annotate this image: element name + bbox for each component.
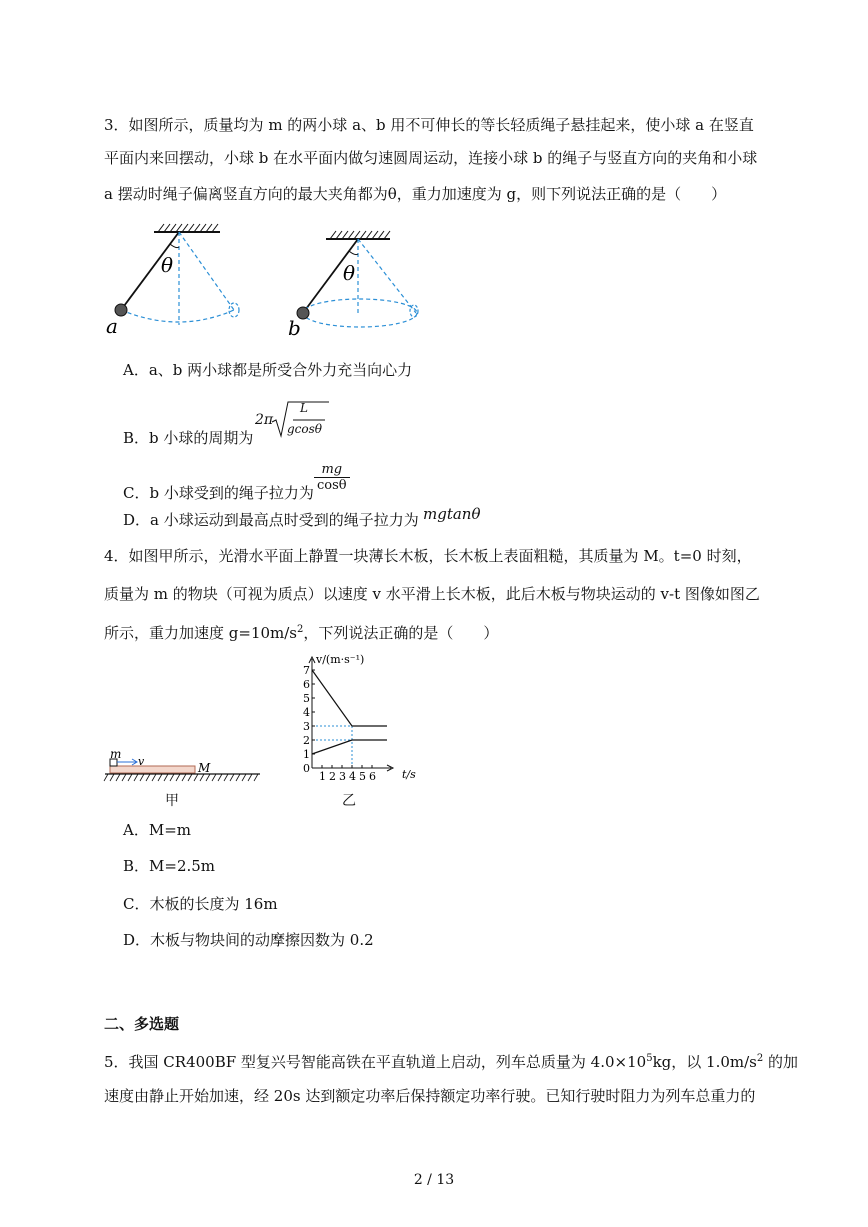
y-tick-label: 6 bbox=[303, 678, 310, 691]
y-tick-label: 2 bbox=[303, 734, 310, 747]
chart-x-axis-label: t/s bbox=[402, 768, 416, 781]
x-tick-label: 2 bbox=[329, 770, 336, 783]
series-line-1 bbox=[312, 670, 387, 726]
q4-option-d: D．木板与物块间的动摩擦因数为 0.2 bbox=[123, 931, 374, 949]
theta-label-a: θ bbox=[161, 253, 174, 277]
q4-line-3-tail: ，下列说法正确的是（ ） bbox=[303, 624, 499, 642]
q5-superscript-2: 2 bbox=[756, 1053, 764, 1064]
q3-option-c: C．b 小球受到的绳子拉力为 bbox=[123, 484, 314, 502]
fraction-denominator: cosθ bbox=[317, 478, 347, 493]
q5-line-1-mid: kg，以 1.0m/s bbox=[652, 1053, 757, 1071]
chart-ticks bbox=[303, 664, 376, 783]
y-tick-label: 5 bbox=[303, 692, 310, 705]
ball-b-label: b bbox=[288, 316, 301, 337]
velocity-v-label: v bbox=[138, 755, 145, 768]
q4-option-a: A．M=m bbox=[123, 821, 191, 839]
x-tick-label: 3 bbox=[339, 770, 346, 783]
q3-option-a: A．a、b 两小球都是所受合外力充当向心力 bbox=[123, 361, 413, 379]
x-tick-label: 6 bbox=[369, 770, 376, 783]
y-tick-label: 4 bbox=[303, 706, 310, 719]
x-tick-label: 1 bbox=[319, 770, 326, 783]
chart-axes bbox=[309, 657, 393, 771]
y-tick-label: 7 bbox=[303, 664, 310, 677]
q4-option-b: B．M=2.5m bbox=[123, 857, 216, 875]
q5-superscript-1: 5 bbox=[646, 1053, 653, 1064]
q3-line-3: a 摆动时绳子偏离竖直方向的最大夹角都为θ，重力加速度为 g，则下列说法正确的是（ ） bbox=[104, 185, 727, 203]
two-pi: 2π bbox=[255, 412, 274, 428]
q3-option-b: B．b 小球的周期为 bbox=[123, 429, 254, 447]
q3-option-d-formula: mgtanθ bbox=[423, 505, 481, 523]
q4-line-3-text: 所示，重力加速度 g=10m/s bbox=[104, 624, 298, 642]
pendulum-a bbox=[106, 224, 239, 337]
q4-line-3-superscript: 2 bbox=[297, 624, 304, 635]
sqrt-numerator: L bbox=[300, 401, 308, 415]
q4-option-c: C．木板的长度为 16m bbox=[123, 895, 278, 913]
block-m-label: m bbox=[110, 748, 122, 761]
q3-option-d: D．a 小球运动到最高点时受到的绳子拉力为 bbox=[123, 511, 419, 529]
series-line-2 bbox=[312, 740, 387, 754]
board-M-label: M bbox=[198, 761, 211, 775]
ball-a-label: a bbox=[106, 314, 118, 337]
q5-line-1 bbox=[104, 1049, 798, 1072]
section-title: 二、多选题 bbox=[104, 1015, 180, 1033]
page-number: 2 / 13 bbox=[413, 1172, 455, 1188]
fraction-numerator: mg bbox=[314, 462, 350, 478]
sqrt-denominator: gcosθ bbox=[287, 422, 323, 436]
figure-jia-board bbox=[100, 748, 265, 788]
q3-option-c-formula bbox=[314, 462, 350, 493]
q4-line-1: 4．如图甲所示，光滑水平面上静置一块薄长木板，长木板上表面粗糙，其质量为 M。t=0 时刻， bbox=[104, 547, 752, 565]
y-tick-label: 3 bbox=[303, 720, 310, 733]
q5-line-1-tail: 的加 bbox=[763, 1053, 799, 1071]
pendulum-figure bbox=[100, 222, 450, 337]
y-tick-label: 0 bbox=[303, 762, 310, 775]
y-tick-label: 1 bbox=[303, 748, 310, 761]
q5-line-2: 速度由静止开始加速，经 20s 达到额定功率后保持额定功率行驶。已知行驶时阻力为列车总重力的 bbox=[104, 1087, 756, 1105]
pendulum-b bbox=[288, 231, 418, 337]
chart-y-axis-label: v/(m·s⁻¹) bbox=[316, 653, 365, 666]
q5-line-1-text: 5．我国 CR400BF 型复兴号智能高铁在平直轨道上启动，列车总质量为 4.0×10 bbox=[104, 1053, 647, 1071]
chart-series bbox=[312, 670, 387, 754]
vt-chart bbox=[288, 650, 423, 785]
figure-jia-caption: 甲 bbox=[165, 793, 179, 809]
x-tick-label: 5 bbox=[359, 770, 366, 783]
x-tick-label: 4 bbox=[349, 770, 356, 783]
q3-line-2: 平面内来回摆动，小球 b 在水平面内做匀速圆周运动，连接小球 b 的绳子与竖直方向的夹角和小球 bbox=[104, 149, 758, 167]
figure-yi-caption: 乙 bbox=[342, 793, 356, 809]
q4-line-2: 质量为 m 的物块（可视为质点）以速度 v 水平滑上长木板，此后木板与物块运动的 v-t 图像如图乙 bbox=[104, 585, 760, 603]
q3-line-1: 3．如图所示，质量均为 m 的两小球 a、b 用不可伸长的等长轻质绳子悬挂起来，使小球 a 在竖直 bbox=[104, 116, 754, 134]
theta-label-b: θ bbox=[343, 261, 356, 285]
q4-line-3 bbox=[104, 620, 498, 643]
